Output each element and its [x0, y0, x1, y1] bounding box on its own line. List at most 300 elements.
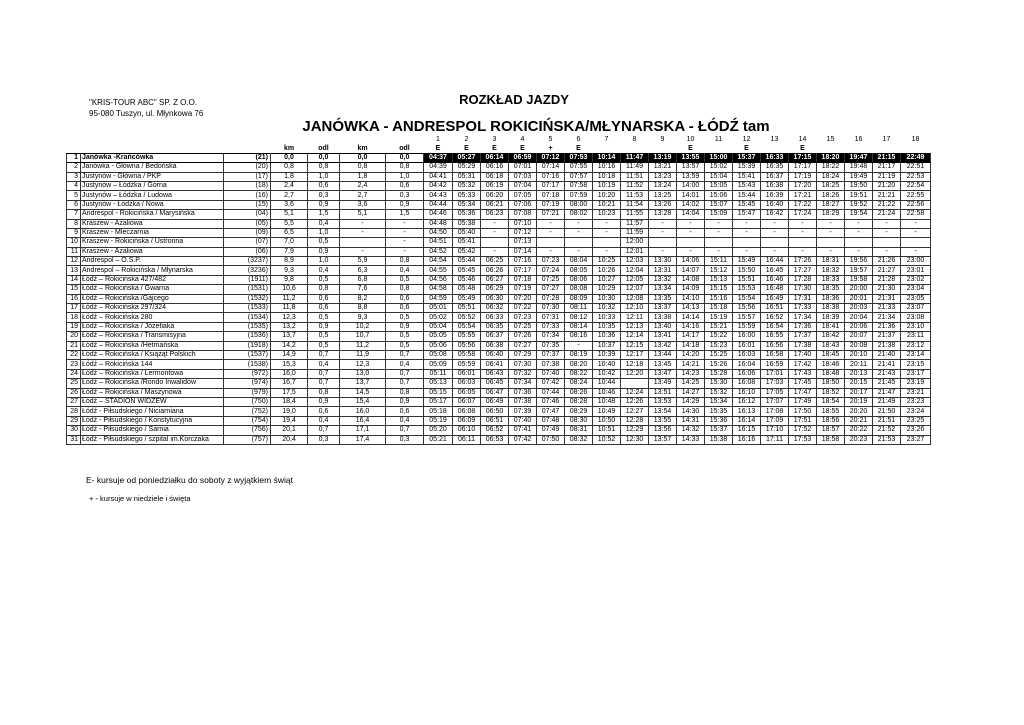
departure-time: 16:44	[761, 257, 789, 266]
stop-km2: 7,6	[340, 285, 386, 294]
departure-time: 23:05	[901, 294, 931, 303]
stop-km2: 16,0	[340, 407, 386, 416]
departure-time: -	[593, 219, 621, 228]
stop-odl: 0,5	[308, 341, 340, 350]
company-name: "KRIS-TOUR ABC" SP. Z O.O.	[89, 98, 198, 107]
departure-time: 07:29	[509, 350, 537, 359]
departure-time: 13:51	[649, 388, 677, 397]
departure-time: -	[789, 219, 817, 228]
departure-time: 06:52	[481, 426, 509, 435]
stop-odl2: 0,4	[386, 266, 424, 275]
stop-name: Łódź – STADION WIDZEW	[81, 397, 224, 406]
departure-time: 21:52	[873, 426, 901, 435]
departure-time: 15:37	[733, 153, 761, 162]
departure-time	[817, 238, 845, 247]
table-row	[67, 238, 931, 247]
departure-time: 12:04	[621, 266, 649, 275]
stop-code: (752)	[224, 407, 271, 416]
departure-time: 22:56	[901, 200, 931, 209]
stop-odl: 1,0	[308, 228, 340, 237]
stop-km: 12,3	[271, 313, 308, 322]
stop-km: 14,9	[271, 350, 308, 359]
departure-time: 16:03	[733, 350, 761, 359]
departure-time: 05:46	[453, 275, 481, 284]
departure-time: 11:52	[621, 181, 649, 190]
departure-time: 15:34	[705, 397, 733, 406]
departure-time: -	[481, 247, 509, 256]
course-mark: E	[744, 144, 749, 152]
departure-time: 18:36	[817, 294, 845, 303]
departure-time: 12:14	[621, 332, 649, 341]
departure-time: 11:59	[621, 228, 649, 237]
departure-time: 13:47	[649, 369, 677, 378]
stop-km: 15,3	[271, 360, 308, 369]
departure-time: 23:19	[901, 379, 931, 388]
stop-km2: 17,1	[340, 426, 386, 435]
departure-time: 06:26	[481, 266, 509, 275]
stop-number: 28	[67, 407, 81, 416]
departure-time: 10:30	[593, 294, 621, 303]
departure-time: 20:04	[845, 313, 873, 322]
departure-time: 10:21	[593, 200, 621, 209]
stop-odl: 0,9	[308, 200, 340, 209]
departure-time: 07:17	[537, 181, 565, 190]
departure-time: 14:29	[677, 397, 705, 406]
departure-time: 20:11	[845, 360, 873, 369]
departure-time: 15:38	[705, 435, 733, 444]
departure-time: 06:30	[481, 294, 509, 303]
departure-time: 18:41	[817, 322, 845, 331]
departure-time: 06:14	[481, 153, 509, 162]
stop-code: (18)	[224, 181, 271, 190]
departure-time: 20:15	[845, 379, 873, 388]
departure-time: 05:38	[453, 219, 481, 228]
departure-time: 07:37	[537, 350, 565, 359]
stop-name: Kraszew - Mleczarnia	[81, 228, 224, 237]
departure-time: 10:36	[593, 332, 621, 341]
departure-time: 22:49	[901, 153, 931, 162]
departure-time: 23:17	[901, 369, 931, 378]
departure-time: 17:28	[789, 275, 817, 284]
table-row	[67, 304, 931, 313]
stop-km: 11,2	[271, 294, 308, 303]
departure-time: 23:21	[901, 388, 931, 397]
departure-time: 08:29	[565, 407, 593, 416]
departure-time: 14:01	[677, 191, 705, 200]
stop-code: (16)	[224, 191, 271, 200]
departure-time: 06:32	[481, 304, 509, 313]
departure-time: 19:47	[845, 153, 873, 162]
departure-time: 21:45	[873, 379, 901, 388]
stop-number: 6	[67, 200, 81, 209]
departure-time: 10:20	[593, 191, 621, 200]
departure-time: 14:27	[677, 388, 705, 397]
departure-time: 07:44	[537, 388, 565, 397]
departure-time: 17:15	[789, 153, 817, 162]
departure-time: 07:55	[565, 163, 593, 172]
departure-time	[621, 379, 649, 388]
departure-time: 10:52	[593, 435, 621, 444]
table-row	[67, 435, 931, 444]
departure-time: 08:30	[565, 416, 593, 425]
departure-time: 21:40	[873, 350, 901, 359]
departure-time: 08:32	[565, 435, 593, 444]
course-mark: E	[435, 144, 441, 152]
departure-time: 10:49	[593, 407, 621, 416]
stop-code: (21)	[224, 153, 271, 162]
departure-time: 15:45	[733, 200, 761, 209]
stop-km2: 6,3	[340, 266, 386, 275]
departure-time: 10:16	[593, 163, 621, 172]
departure-time: 06:29	[481, 285, 509, 294]
stop-code: (1537)	[224, 350, 271, 359]
stop-km2: 1,8	[340, 172, 386, 181]
departure-time: 07:34	[509, 379, 537, 388]
table-row	[67, 266, 931, 275]
stop-odl2: 0,7	[386, 369, 424, 378]
departure-time: 17:31	[789, 294, 817, 303]
departure-time: -	[705, 228, 733, 237]
stop-code: (754)	[224, 416, 271, 425]
departure-time: 08:00	[565, 200, 593, 209]
departure-time: 10:27	[593, 275, 621, 284]
stop-number: 9	[67, 228, 81, 237]
departure-time: 07:03	[509, 172, 537, 181]
course-number: 3	[492, 136, 497, 144]
stop-code: (1534)	[224, 313, 271, 322]
departure-time: 17:07	[761, 397, 789, 406]
departure-time: 08:24	[565, 379, 593, 388]
stop-code: (07)	[224, 238, 271, 247]
departure-time: 06:03	[453, 379, 481, 388]
departure-time: 05:36	[453, 210, 481, 219]
departure-time: 20:13	[845, 369, 873, 378]
stop-km2: 12,3	[340, 360, 386, 369]
stop-odl: 0,5	[308, 238, 340, 247]
departure-time: 06:01	[453, 369, 481, 378]
stop-odl2: 0,3	[386, 435, 424, 444]
stop-number: 2	[67, 163, 81, 172]
departure-time: 10:35	[593, 322, 621, 331]
course-number: 13	[770, 136, 779, 144]
table-row	[67, 228, 931, 237]
departure-time: 06:51	[481, 416, 509, 425]
departure-time	[733, 238, 761, 247]
departure-time: 17:45	[789, 379, 817, 388]
stop-code: (17)	[224, 172, 271, 181]
departure-time: 04:54	[424, 257, 453, 266]
departure-time: 08:26	[565, 388, 593, 397]
departure-time: 04:44	[424, 200, 453, 209]
stop-km2: 6,8	[340, 275, 386, 284]
departure-time: 07:01	[509, 163, 537, 172]
stop-odl: 0,9	[308, 397, 340, 406]
departure-time: 05:05	[424, 332, 453, 341]
departure-time: 12:30	[621, 435, 649, 444]
stop-odl2: 0,0	[386, 153, 424, 162]
departure-time: 21:17	[873, 163, 901, 172]
departure-time: 15:51	[733, 275, 761, 284]
stop-odl: 1,5	[308, 210, 340, 219]
departure-time: 08:08	[565, 285, 593, 294]
stop-odl2: -	[386, 228, 424, 237]
header-spacer	[271, 136, 308, 144]
departure-time: 06:21	[481, 200, 509, 209]
departure-time: -	[789, 247, 817, 256]
stop-name: Justynów – Łódzka / Górna	[81, 181, 224, 190]
departure-time: 12:03	[621, 257, 649, 266]
departure-time: 13:49	[649, 379, 677, 388]
departure-time: -	[481, 219, 509, 228]
departure-time: 15:53	[733, 285, 761, 294]
table-row	[67, 153, 931, 162]
departure-time: -	[649, 219, 677, 228]
departure-time: 16:48	[761, 285, 789, 294]
course-mark: E	[492, 144, 497, 152]
departure-time: 07:41	[509, 426, 537, 435]
course-number: 10	[686, 136, 695, 144]
departure-time: -	[537, 228, 565, 237]
departure-time: 05:56	[453, 341, 481, 350]
departure-time: 15:07	[705, 200, 733, 209]
departure-time: 07:23	[537, 257, 565, 266]
departure-time: 08:04	[565, 257, 593, 266]
departure-time: 19:58	[845, 275, 873, 284]
departure-time: 04:52	[424, 247, 453, 256]
departure-time: 20:03	[845, 304, 873, 313]
stop-name: Łódź – Rokicińska 144	[81, 360, 224, 369]
departure-time: 15:44	[733, 191, 761, 200]
departure-time: 12:17	[621, 350, 649, 359]
stop-number: 30	[67, 426, 81, 435]
stop-name: Łódź - Piłsudskiego / Niciarniana	[81, 407, 224, 416]
departure-time: 13:53	[649, 397, 677, 406]
stop-odl2: 0,5	[386, 313, 424, 322]
departure-time: 17:21	[789, 191, 817, 200]
departure-time: 07:31	[537, 313, 565, 322]
departure-time: 15:49	[733, 257, 761, 266]
course-mark	[901, 144, 931, 153]
stop-number: 18	[67, 313, 81, 322]
departure-time: 10:26	[593, 266, 621, 275]
departure-time: -	[649, 247, 677, 256]
departure-time: 05:04	[424, 322, 453, 331]
departure-time: 15:16	[705, 294, 733, 303]
departure-time: 13:24	[649, 181, 677, 190]
header-spacer	[386, 136, 424, 144]
departure-time: 17:42	[789, 360, 817, 369]
departure-time: 16:56	[761, 341, 789, 350]
departure-time: 23:04	[901, 285, 931, 294]
departure-time: -	[789, 228, 817, 237]
departure-time: 16:39	[761, 191, 789, 200]
departure-time: 07:40	[509, 416, 537, 425]
departure-time: 13:37	[649, 304, 677, 313]
stop-odl2: 0,5	[386, 341, 424, 350]
departure-time: 05:06	[424, 341, 453, 350]
table-row	[67, 285, 931, 294]
departure-time: -	[845, 219, 873, 228]
header-spacer	[67, 144, 81, 153]
departure-time: 19:51	[845, 191, 873, 200]
departure-time: -	[677, 228, 705, 237]
table-row	[67, 360, 931, 369]
departure-time: 07:53	[565, 153, 593, 162]
departure-time: 15:18	[705, 304, 733, 313]
departure-time: 18:50	[817, 379, 845, 388]
departure-time: 06:19	[481, 181, 509, 190]
departure-time: 17:22	[789, 200, 817, 209]
stop-number: 17	[67, 304, 81, 313]
departure-time: -	[705, 247, 733, 256]
departure-time: 16:37	[761, 172, 789, 181]
departure-time: -	[901, 247, 931, 256]
departure-time: 12:27	[621, 407, 649, 416]
departure-time: 08:12	[565, 313, 593, 322]
departure-time: 06:38	[481, 341, 509, 350]
stop-km: 5,5	[271, 219, 308, 228]
departure-time: 20:10	[845, 350, 873, 359]
stop-odl: 0,3	[308, 191, 340, 200]
departure-time: 06:35	[481, 322, 509, 331]
departure-time: 15:15	[705, 285, 733, 294]
stop-code: (1911)	[224, 275, 271, 284]
departure-time: 04:58	[424, 285, 453, 294]
departure-time: 07:38	[509, 397, 537, 406]
departure-time: 13:45	[649, 360, 677, 369]
stop-code: (3236)	[224, 266, 271, 275]
departure-time: 21:34	[873, 313, 901, 322]
stop-odl2: 0,9	[386, 200, 424, 209]
departure-time: 18:32	[817, 266, 845, 275]
stop-code: (1918)	[224, 341, 271, 350]
departure-time: 05:02	[424, 313, 453, 322]
stop-odl: 0,4	[308, 360, 340, 369]
departure-time: 17:05	[761, 388, 789, 397]
departure-time: -	[761, 219, 789, 228]
departure-time: 17:24	[789, 210, 817, 219]
departure-time: 23:00	[901, 257, 931, 266]
stop-odl2: 0,5	[386, 332, 424, 341]
stop-number: 26	[67, 388, 81, 397]
departure-time: 15:56	[733, 304, 761, 313]
departure-time: 05:15	[424, 388, 453, 397]
departure-time: 18:24	[817, 172, 845, 181]
departure-time: 07:25	[509, 322, 537, 331]
stop-number: 24	[67, 369, 81, 378]
departure-time: 17:52	[789, 426, 817, 435]
stop-name: Łódź – Rokicińska / Gwarna	[81, 285, 224, 294]
departure-time: 16:49	[761, 294, 789, 303]
departure-time: 13:44	[649, 350, 677, 359]
departure-time: 20:07	[845, 332, 873, 341]
departure-time: 23:25	[901, 416, 931, 425]
departure-time: -	[873, 219, 901, 228]
course-number: 8	[632, 136, 637, 144]
stop-code: (750)	[224, 397, 271, 406]
departure-time: 05:11	[424, 369, 453, 378]
departure-time: -	[705, 219, 733, 228]
km2-header: km	[357, 144, 368, 152]
departure-time: 14:31	[677, 416, 705, 425]
departure-time: 05:01	[424, 304, 453, 313]
stop-odl: 0,8	[308, 388, 340, 397]
departure-time: 05:19	[424, 416, 453, 425]
departure-time: 17:47	[789, 388, 817, 397]
stop-odl: 0,7	[308, 369, 340, 378]
departure-time: 16:35	[761, 163, 789, 172]
departure-time: 16:14	[733, 416, 761, 425]
departure-time: 23:08	[901, 313, 931, 322]
departure-time: 13:59	[677, 172, 705, 181]
departure-time: 21:15	[873, 153, 901, 162]
stop-odl: 0,8	[308, 285, 340, 294]
stop-odl: 0,7	[308, 350, 340, 359]
stop-odl2: 0,7	[386, 426, 424, 435]
course-number: 14	[798, 136, 807, 144]
stop-km2	[340, 238, 386, 247]
course-mark	[649, 144, 677, 153]
departure-time: 05:45	[453, 266, 481, 275]
departure-time: -	[873, 228, 901, 237]
departure-time: 20:06	[845, 322, 873, 331]
departure-time: 08:20	[565, 360, 593, 369]
departure-time: 14:32	[677, 426, 705, 435]
departure-time: 12:11	[621, 313, 649, 322]
departure-time: 14:33	[677, 435, 705, 444]
stop-odl: 0,9	[308, 322, 340, 331]
departure-time: 16:15	[733, 426, 761, 435]
departure-time: 17:11	[761, 435, 789, 444]
departure-time: 13:57	[677, 163, 705, 172]
departure-time: 05:44	[453, 257, 481, 266]
stop-odl: 1,0	[308, 172, 340, 181]
departure-time: 15:35	[705, 407, 733, 416]
departure-time: 16:42	[761, 210, 789, 219]
stop-odl2: 0,7	[386, 379, 424, 388]
departure-time: 23:07	[901, 304, 931, 313]
departure-time: 16:33	[761, 153, 789, 162]
stop-km: 8,9	[271, 257, 308, 266]
departure-time: 15:28	[705, 369, 733, 378]
departure-time: 13:42	[649, 341, 677, 350]
departure-time: 14:25	[677, 379, 705, 388]
departure-time: 06:40	[481, 350, 509, 359]
departure-time: 18:29	[817, 210, 845, 219]
departure-time: 22:58	[901, 210, 931, 219]
departure-time: 07:17	[509, 266, 537, 275]
course-mark	[817, 144, 845, 153]
stop-odl: 0,6	[308, 181, 340, 190]
departure-time: 16:45	[761, 266, 789, 275]
departure-time: 10:48	[593, 397, 621, 406]
departure-time: 12:10	[621, 304, 649, 313]
departure-time: 21:51	[873, 416, 901, 425]
stop-code: (1532)	[224, 294, 271, 303]
departure-time: 13:31	[649, 266, 677, 275]
departure-time: 12:00	[621, 238, 649, 247]
stop-number: 23	[67, 360, 81, 369]
departure-time: 13:28	[649, 210, 677, 219]
departure-time: 05:49	[453, 294, 481, 303]
departure-time: 05:31	[453, 172, 481, 181]
departure-time: 16:12	[733, 397, 761, 406]
departure-time: 12:18	[621, 360, 649, 369]
table-row	[67, 407, 931, 416]
course-mark	[621, 144, 649, 153]
departure-time: 21:53	[873, 435, 901, 444]
departure-time: 17:50	[789, 407, 817, 416]
